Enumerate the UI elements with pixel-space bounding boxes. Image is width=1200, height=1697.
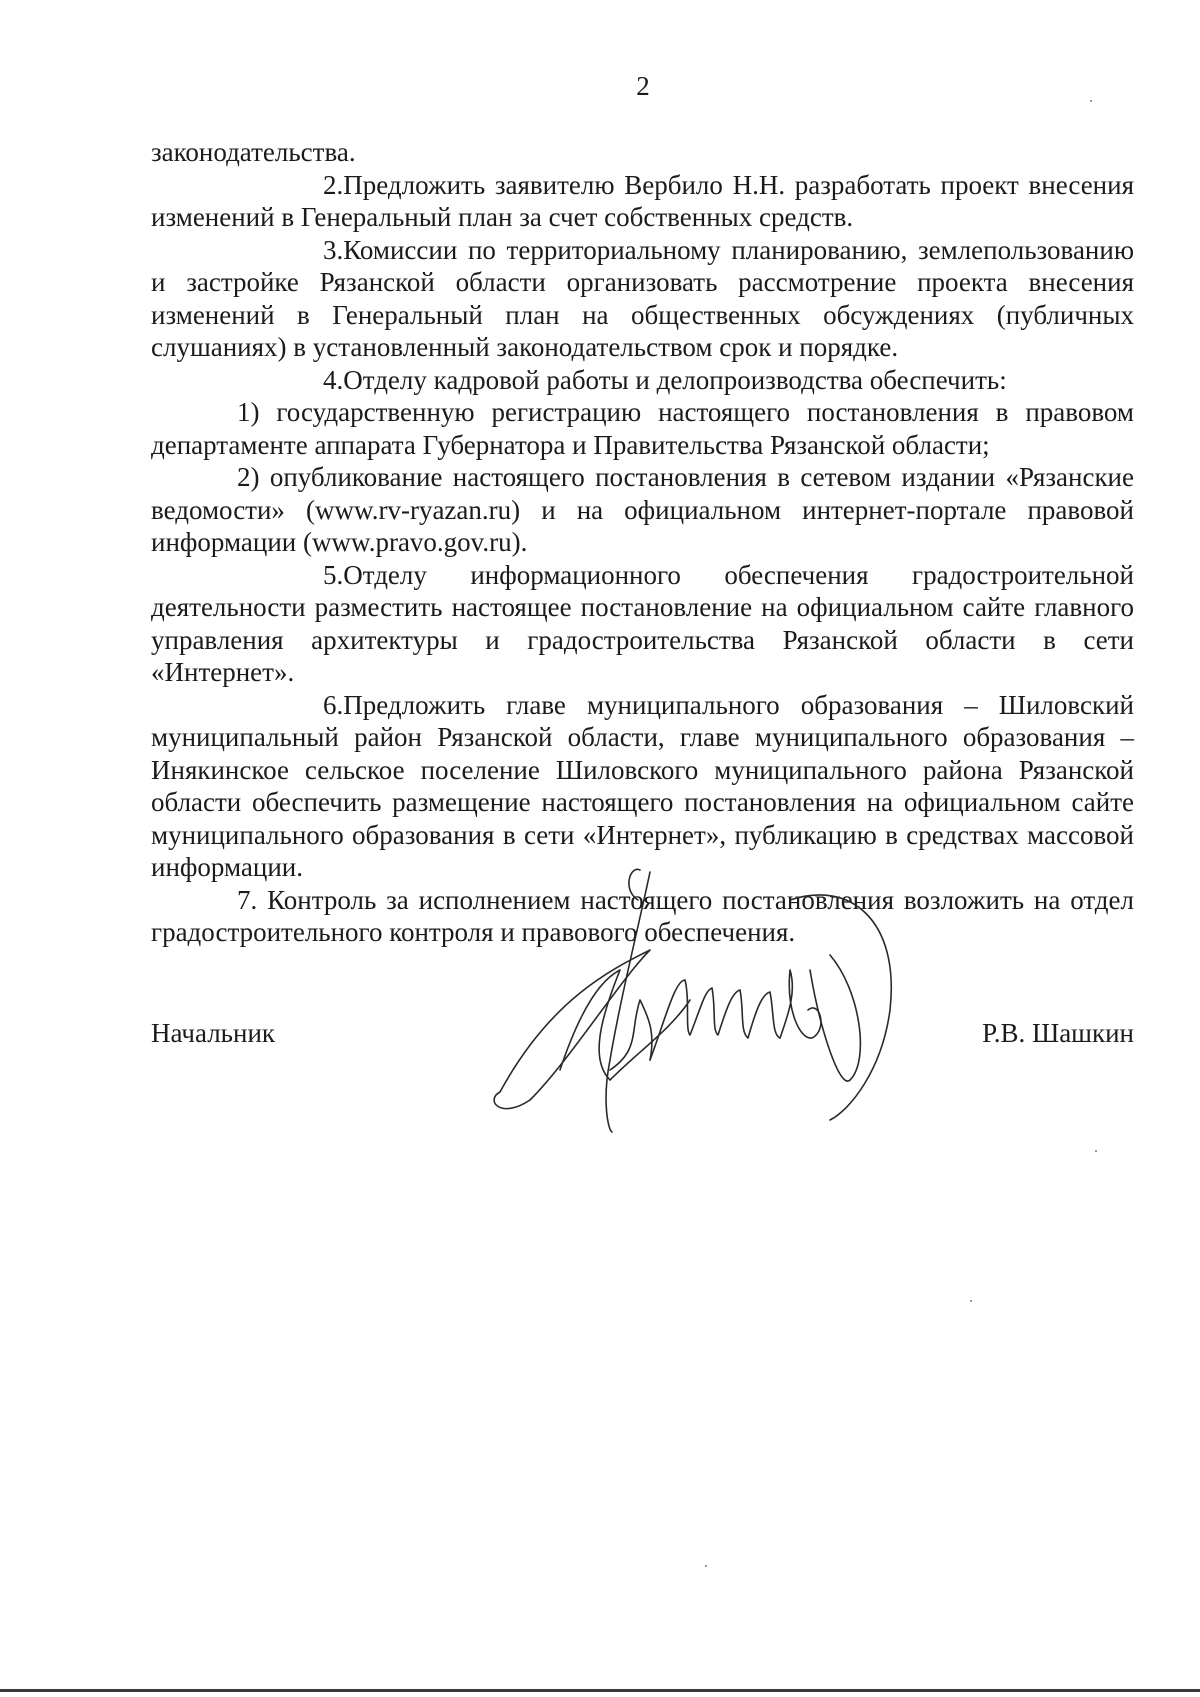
paragraph-text: Комиссии по территориальному планированию, землепользованию и застройке Рязанской области организовать рассмотрение проекта внесения изменений в Генеральный план на общественных обсуждениях (публичных слушаниях) в установленный законодательством срок и порядке. xyxy=(151,234,1134,362)
paragraph-number: 2. xyxy=(323,169,344,200)
paragraph-continuation xyxy=(151,136,1134,169)
scan-speck xyxy=(970,1300,972,1302)
paragraph-text: Предложить главе муниципального образования – Шиловский муниципальный район Рязанской области, главе муниципального образования – Инякинское сельское поселение Шиловского муниципального района Рязанской области обеспечить размещение настоящего постановления на официальном сайте муниципального образования в сети «Интернет», публикацию в средствах массовой информации. xyxy=(151,689,1134,882)
paragraph-text: Предложить заявителю Вербило Н.Н. разработать проект внесения изменений в Генеральный план за счет собственных средств. xyxy=(151,169,1134,232)
paragraph-number: 6. xyxy=(323,689,344,720)
paragraph-text: 2) опубликование настоящего постановления в сетевом издании «Рязанские ведомости» (www.rv-ryazan.ru) и на официальном интернет-портале правовой информации (www.pravo.gov.ru). xyxy=(151,462,1134,557)
paragraph-item-4 xyxy=(151,364,1134,397)
scan-edge-line xyxy=(0,1689,1200,1692)
paragraph-text: Отделу информационного обеспечения градостроительной деятельности разместить настоящее постановление на официальном сайте главного управления архитектуры и градостроительства Рязанской области в сети «Интернет». xyxy=(151,559,1134,687)
scan-speck xyxy=(1090,100,1092,102)
paragraph-subitem-1 xyxy=(151,396,1134,461)
signatory-name: Р.В. Шашкин xyxy=(982,1018,1134,1048)
handwritten-signature xyxy=(490,860,910,1140)
paragraph-text: 1) государственную регистрацию настоящего постановления в правовом департаменте аппарата Губернатора и Правительства Рязанской области; xyxy=(151,397,1134,460)
paragraph-item-5 xyxy=(151,559,1134,689)
paragraph-number: 5. xyxy=(323,559,344,590)
paragraph-item-2 xyxy=(151,169,1134,234)
paragraph-item-3 xyxy=(151,234,1134,364)
page-number: 2 xyxy=(636,71,650,101)
paragraph-text: 7. Контроль за исполнением настоящего постановления возложить на отдел градостроительного контроля и правового обеспечения. xyxy=(151,884,1134,947)
paragraph-item-6 xyxy=(151,689,1134,884)
document-body xyxy=(151,136,1134,949)
scan-speck xyxy=(705,1565,707,1567)
paragraph-subitem-2 xyxy=(151,461,1134,559)
paragraph-text: законодательства. xyxy=(151,137,356,167)
paragraph-number: 3. xyxy=(323,234,344,265)
signatory-title: Начальник xyxy=(151,1018,276,1048)
paragraph-number: 4. xyxy=(323,364,344,395)
scan-speck xyxy=(1095,1150,1097,1152)
paragraph-text: Отделу кадровой работы и делопроизводства обеспечить: xyxy=(343,364,1007,395)
